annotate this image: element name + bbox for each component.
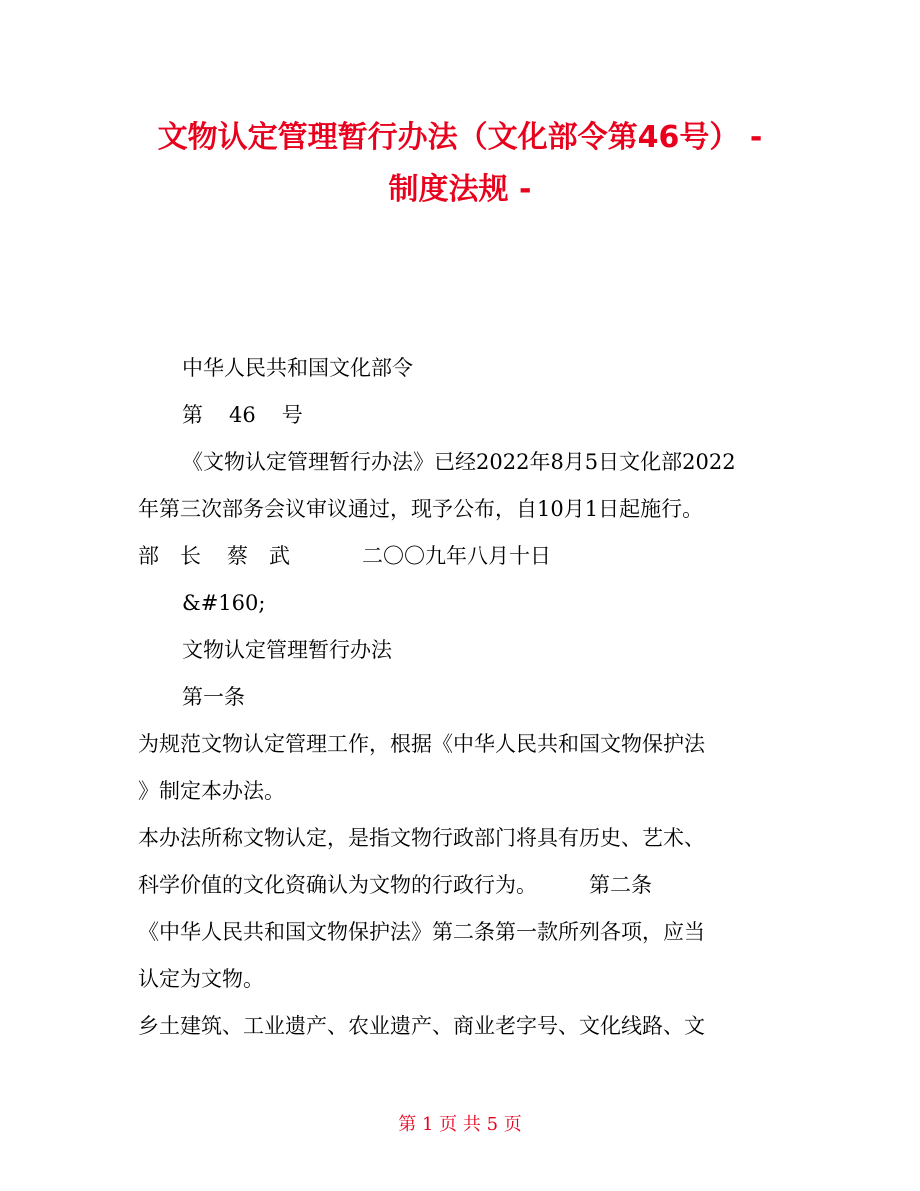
footer-page-prefix: 第 xyxy=(398,1114,417,1135)
title-line-2: 制度法规 - xyxy=(388,172,532,207)
page-footer xyxy=(0,1112,920,1138)
heritage-line: 乡土建筑、工业遗产、农业遗产、商业老字号、文化线路、文 xyxy=(138,1014,705,1038)
footer-total-pages: 5 xyxy=(486,1114,499,1135)
article-1-line-1: 为规范文物认定管理工作，根据《中华人民共和国文物保护法 xyxy=(138,732,705,756)
definition-line-2 xyxy=(138,862,788,909)
definition-line-2-text: 科学价值的文化资确认为文物的行政行为。 xyxy=(138,873,537,897)
minister-title: 部 长 xyxy=(138,544,201,568)
article-1-line-2: 》制定本办法。 xyxy=(138,779,285,803)
order-issuer: 中华人民共和国文化部令 xyxy=(182,356,413,380)
title-line-1: 文物认定管理暂行办法（文化部令第46号） - xyxy=(157,120,763,155)
article-1-heading: 第一条 xyxy=(182,685,245,709)
measures-title: 文物认定管理暂行办法 xyxy=(182,638,392,662)
definition-line-1: 本办法所称文物认定，是指文物行政部门将具有历史、艺术、 xyxy=(138,826,705,850)
document-title xyxy=(100,112,820,216)
document-body xyxy=(138,345,788,1050)
promulgation-line-1: 《文物认定管理暂行办法》已经2022年8月5日文化部2022 xyxy=(182,450,736,474)
order-number-prefix: 第 xyxy=(182,403,203,427)
order-number-value: 46 xyxy=(229,403,256,427)
sign-date: 二〇〇九年八月十日 xyxy=(362,544,551,568)
promulgation-line-2: 年第三次部务会议审议通过，现予公布，自10月1日起施行。 xyxy=(138,497,704,521)
minister-name: 蔡 武 xyxy=(227,544,290,568)
footer-page-suffix: 页 xyxy=(503,1114,522,1135)
signature-line xyxy=(138,533,788,580)
order-number-suffix: 号 xyxy=(281,403,303,427)
footer-page-mid: 页 共 xyxy=(439,1114,481,1135)
article-2-line-2: 认定为文物。 xyxy=(138,967,264,991)
article-2-line-1: 《中华人民共和国文物保护法》第二条第一款所列各项，应当 xyxy=(138,920,705,944)
entity-artifact: &#160; xyxy=(182,591,266,615)
article-2-heading: 第二条 xyxy=(589,873,652,897)
footer-current-page: 1 xyxy=(421,1114,434,1135)
order-number xyxy=(138,392,788,439)
